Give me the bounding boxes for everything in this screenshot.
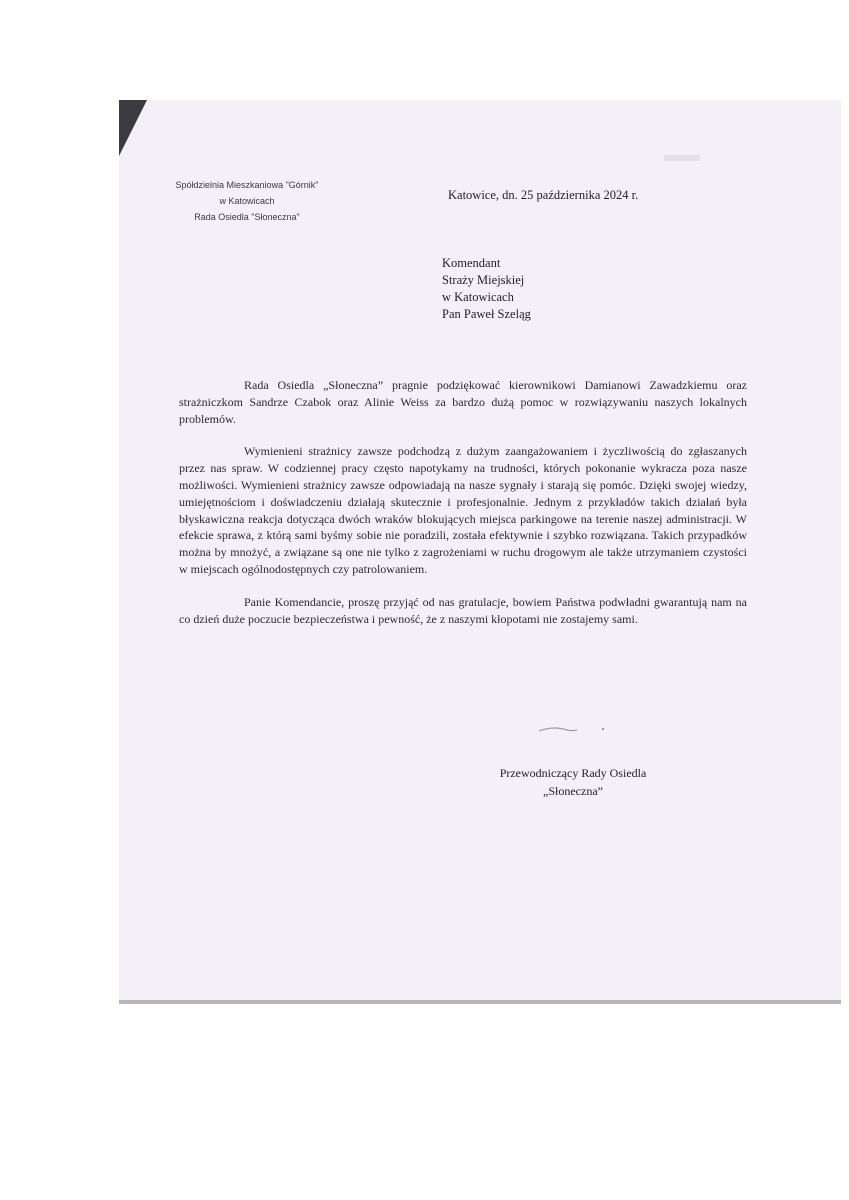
sender-header — [172, 177, 322, 225]
sender-council: Rada Osiedla "Słoneczna" — [194, 212, 300, 222]
signature-scribble — [537, 722, 611, 736]
scan-bottom-edge — [119, 1000, 841, 1004]
sender-city: w Katowicach — [219, 196, 275, 206]
scanned-letter — [119, 100, 841, 1004]
recipient-block — [442, 255, 531, 323]
signatory-council: „Słoneczna” — [543, 784, 603, 798]
scan-artifact — [664, 155, 700, 161]
signatory-title: Przewodniczący Rady Osiedla — [499, 766, 647, 780]
body-paragraph-1: Rada Osiedla „Słoneczna” pragnie podziękować kierownikowi Damianowi Zawadzkiemu oraz strażniczkom Sandrze Czabok oraz Alinie Weiss za bardzo dużą pomoc w rozwiązywaniu naszych lokalnych problemów. — [179, 378, 747, 426]
body-paragraph-2: Wymienieni strażnicy zawsze podchodzą z dużym zaangażowaniem i życzliwością do zgłaszanych przez nas spraw. W codziennej pracy często napotykamy na trudności, których pokonanie wykracza poza nasze możliwości. Wymienieni strażnicy zawsze odpowiadają na nasze sygnały i starają się pomóc. Dzięki swojej wiedzy, umiejętnościom i doświadczeniu działają skutecznie i profesjonalnie. Jednym z przykładów takich działań była błyskawiczna reakcja dotycząca dwóch wraków blokujących miejsca parkingowe na terenie naszej administracji. W efekcie sprawa, z którą sami byśmy sobie nie poradzili, została efektywnie i szybko rozwiązana. Takich przypadków można by mnożyć, a związane są one nie tylko z zagrożeniami w ruchu drogowym ale także utrzymaniem czystości w miejscach ogólnodostępnych czy patrolowaniem. — [179, 444, 747, 576]
recipient-title: Komendant — [442, 256, 501, 270]
recipient-institution: Straży Miejskiej — [442, 273, 525, 287]
letter-body — [179, 377, 747, 643]
letter-date: Katowice, dn. 25 października 2024 r. — [448, 188, 639, 202]
signature-block — [491, 764, 655, 800]
sender-organization: Spółdzielnia Mieszkaniowa "Górnik" — [175, 180, 319, 190]
recipient-city: w Katowicach — [442, 290, 514, 304]
recipient-name: Pan Paweł Szeląg — [442, 307, 531, 321]
body-paragraph-3: Panie Komendancie, proszę przyjąć od nas gratulacje, bowiem Państwa podwładni gwarantują nam na co dzień duże poczucie bezpieczeństwa i pewność, że z naszymi kłopotami nie zostajemy sami. — [179, 594, 747, 626]
scan-folded-corner — [119, 100, 147, 156]
